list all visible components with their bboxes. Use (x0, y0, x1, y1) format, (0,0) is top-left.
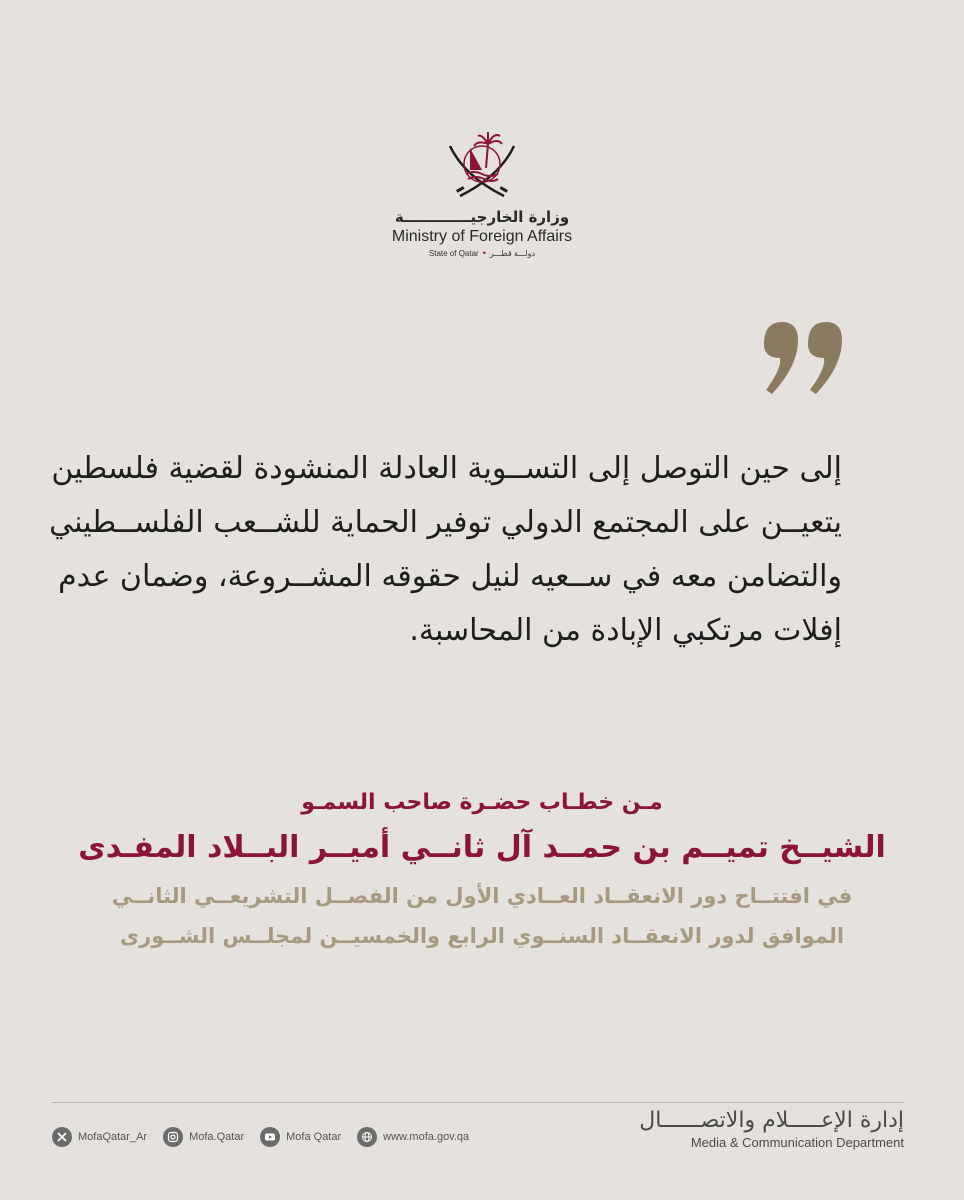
social-label: www.mofa.gov.qa (383, 1131, 470, 1143)
globe-icon (357, 1127, 377, 1147)
ministry-name-arabic: وزارة الخارجيـــــــــــــة (394, 208, 570, 226)
social-link-instagram[interactable] (163, 1127, 244, 1147)
quote-line: إلى حين التوصل إلى التســوية العادلة المنشودة لقضية فلسطين (51, 451, 842, 486)
state-name-arabic: دولـــة قطـــر (489, 248, 536, 258)
instagram-icon (163, 1127, 183, 1147)
separator-dot-icon: • (482, 248, 486, 258)
ministry-name-english: Ministry of Foreign Affairs (391, 228, 573, 245)
attribution-speaker: الشيــخ تميــم بن حمــد آل ثانــي أميــر البــلاد المفـدى (78, 830, 886, 865)
department-label (639, 1108, 904, 1150)
quotation-mark-icon (760, 318, 846, 398)
footer-divider (52, 1102, 904, 1103)
social-label: MofaQatar_Ar (78, 1131, 148, 1143)
youtube-icon (260, 1127, 280, 1147)
quote-line: إفلات مرتكبي الإبادة من المحاسبة. (409, 613, 842, 648)
social-link-website[interactable] (357, 1127, 469, 1147)
quote-text (49, 442, 842, 658)
social-links (52, 1125, 469, 1149)
ministry-logo (0, 124, 964, 258)
x-icon (52, 1127, 72, 1147)
quote-line: والتضامن معه في ســعيه لنيل حقوقه المشــروعة، وضمان عدم (58, 559, 842, 594)
department-name-arabic: إدارة الإعـــــلام والاتصــــــال (639, 1108, 904, 1133)
state-label (429, 248, 535, 258)
social-link-youtube[interactable] (260, 1127, 341, 1147)
attribution-occasion: في افتتــاح دور الانعقــاد العــادي الأول من الفصــل التشريعــي الثانــي (111, 884, 853, 908)
quote-line: يتعيــن على المجتمع الدولي توفير الحماية للشــعب الفلســطيني (49, 505, 842, 540)
social-label: Mofa.Qatar (189, 1131, 245, 1143)
social-label: Mofa Qatar (286, 1131, 342, 1143)
attribution-intro: مـن خطـاب حضـرة صاحب السمـو (301, 790, 663, 815)
attribution-session: الموافق لدور الانعقــاد السنــوي الرابع والخمسيــن لمجلــس الشــورى (119, 924, 845, 948)
social-link-x[interactable] (52, 1127, 147, 1147)
department-name-english: Media & Communication Department (690, 1135, 904, 1150)
state-name-english: State of Qatar (428, 248, 479, 258)
qatar-emblem-icon (442, 124, 522, 204)
